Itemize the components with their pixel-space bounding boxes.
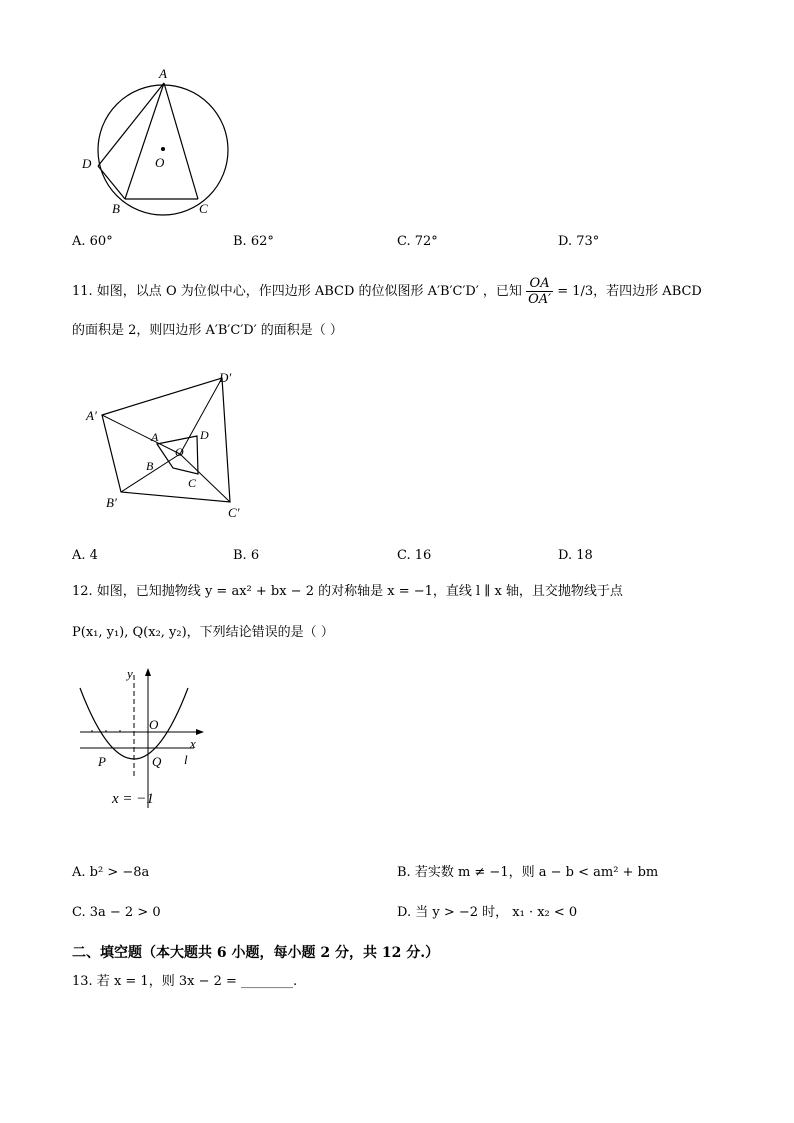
parabola-figure [72, 660, 217, 810]
fraction-numerator: OA [526, 276, 553, 292]
label-y: y [127, 666, 133, 681]
chord-AB [125, 83, 164, 199]
q11-option-b[interactable]: B. 6 [233, 548, 260, 563]
q10-option-b[interactable]: B. 62° [233, 234, 274, 249]
chord-AC [164, 83, 198, 199]
q10-option-c[interactable]: C. 72° [397, 234, 438, 249]
label-axis-equation: x = −1 [112, 791, 154, 807]
q10-option-d[interactable]: D. 73° [558, 234, 600, 249]
chord-DB [98, 166, 125, 199]
label-C: C [199, 201, 208, 216]
label-x: x [190, 736, 196, 751]
label-D2: D′ [219, 370, 232, 385]
label-P: P [98, 754, 106, 769]
q12-option-c[interactable]: C. 3a − 2 > 0 [72, 905, 161, 920]
q11-option-d[interactable]: D. 18 [558, 548, 593, 563]
label-l: l [184, 752, 188, 767]
q12-option-b[interactable]: B. 若实数 m ≠ −1，则 a − b < am² + bm [397, 865, 659, 880]
q11-stem-text: 11. 如图，以点 O 为位似中心，作四边形 ABCD 的位似图形 A′B′C′D′ ，已知 [72, 284, 522, 299]
y-axis-arrow [145, 668, 151, 676]
label-B2: B′ [106, 495, 117, 510]
q12-stem-line1: 12. 如图，已知抛物线 y = ax² + bx − 2 的对称轴是 x = −1，直线 l ∥ x 轴，且交抛物线于点 [72, 584, 623, 599]
x-axis-arrow [196, 729, 204, 735]
q11-stem-line2: 的面积是 2，则四边形 A′B′C′D′ 的面积是（ ） [72, 323, 343, 338]
q12-stem-line2: P(x₁, y₁), Q(x₂, y₂)，下列结论错误的是（ ） [72, 625, 334, 640]
q11-option-c[interactable]: C. 16 [397, 548, 432, 563]
center-point [161, 147, 165, 151]
label-Q: Q [152, 754, 162, 769]
homothety-figure [80, 368, 255, 523]
label-C2: C′ [228, 505, 240, 520]
label-A: A [159, 66, 167, 81]
q11-stem-line1 [72, 275, 702, 309]
label-D: D [200, 428, 209, 442]
fraction-denominator: OA′ [528, 292, 552, 307]
label-O: O [149, 717, 159, 732]
q11-stem-tail: ，若四边形 ABCD [593, 284, 702, 299]
q11-fraction [526, 276, 553, 307]
label-B: B [146, 459, 154, 473]
label-O: O [155, 155, 165, 170]
ray-A [102, 415, 180, 454]
label-A: A [151, 430, 159, 444]
label-B: B [112, 201, 120, 216]
section-title: 二、填空题（本大题共 6 小题，每小题 2 分，共 12 分.） [72, 945, 440, 961]
fraction-rhs: = 1/3 [557, 284, 594, 299]
label-O: O [175, 445, 184, 459]
chord-AD [98, 83, 164, 166]
q13-stem: 13. 若 x = 1，则 3x − 2 = ________. [72, 974, 298, 989]
q11-option-a[interactable]: A. 4 [72, 548, 98, 563]
label-C: C [188, 476, 197, 490]
q12-option-d[interactable]: D. 当 y > −2 时， x₁ · x₂ < 0 [397, 905, 578, 920]
q10-option-a[interactable]: A. 60° [72, 234, 113, 249]
circle-figure [70, 60, 250, 225]
label-A2: A′ [86, 408, 97, 423]
q12-option-a[interactable]: A. b² > −8a [72, 865, 150, 880]
label-D: D [82, 156, 92, 171]
